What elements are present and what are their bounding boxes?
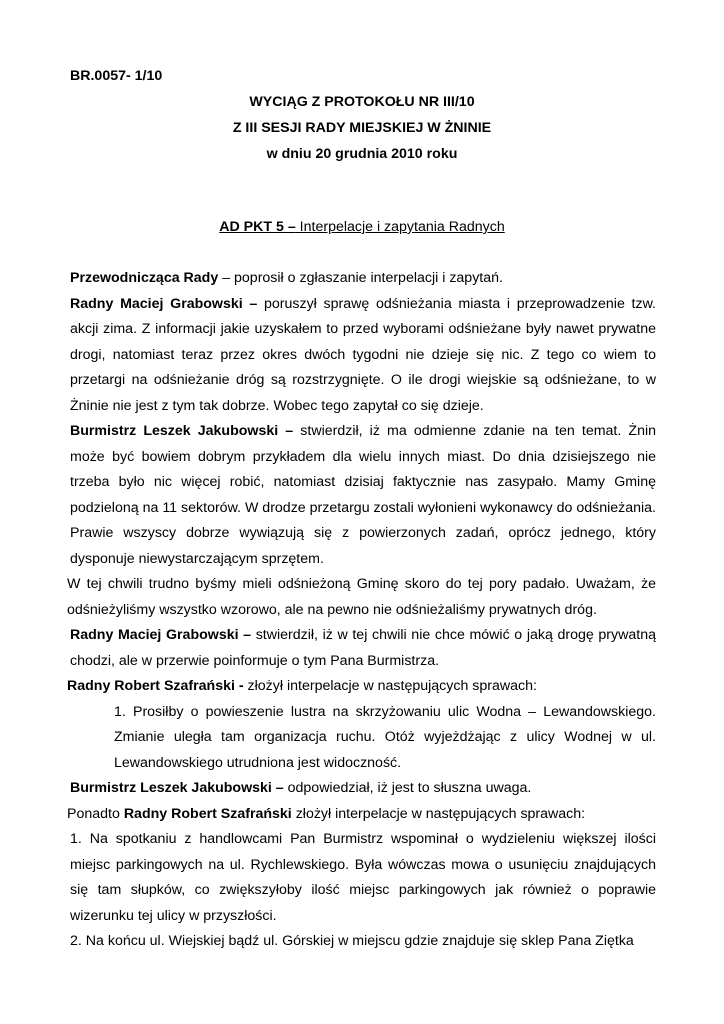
title-line-2: Z III SESJI RADY MIEJSKIEJ W ŻNINIE	[232, 120, 492, 136]
speaker-name: Radny Robert Szafrański -	[67, 678, 244, 694]
paragraph-text: złożył interpelacje w następujących sprawach:	[291, 805, 586, 822]
document-body	[67, 266, 657, 955]
speaker-name: Radny Maciej Grabowski –	[70, 295, 258, 312]
paragraph-text: poruszył sprawę odśnieżania miasta i przeprowadzenie tzw. akcji zima. Z informacji jakie uzyskałem to przed wyborami odśnieżane były nawet prywatne drogi, natomiast teraz przez okres dwóch tygodni nie dzieje się nic. Z tego co wiem to przetargi na odśnieżanie dróg są rozstrzygnięte. O ile drogi wiejskie są odśnieżane, to w Żninie nie jest z tym tak dobrze. Wobec tego zapytał co się dzieje.	[70, 295, 656, 414]
paragraph-lead: Ponadto	[67, 805, 124, 822]
paragraph-text: 1. Na spotkaniu z handlowcami Pan Burmistrz wspominał o wydzieleniu większej ilości miejsc parkingowych na ul. Rychlewskiego. Była wówczas mowa o usunięciu znajdujących się tam słupków, co zwiększyłoby ilość miejsc parkingowych jak również o poprawie wizerunku tej ulicy w przyszłości.	[70, 831, 656, 924]
paragraph-text: stwierdził, iż ma odmienne zdanie na ten temat. Żnin może być bowiem dobrym przykładem dla wielu innych miast. Do dnia dzisiejszego nie trzeba było nic więcej robić, natomiast dzisiaj faktycznie nas zasypało. Mamy Gminę podzieloną na 11 sektorów. W drodze przetargu zostali wyłonieni wykonawcy do odśnieżania. Prawie wszyscy dobrze wywiązują się z powierzonych zadań, oprócz jednego, który dysponuje niewystarczającym sprzętem.	[70, 423, 657, 567]
paragraph-text: stwierdził, iż w tej chwili nie chce mówić o jaką drogę prywatną chodzi, ale w przerwie poinformuje o tym Pana Burmistrza.	[70, 627, 656, 669]
speaker-name: Radny Maciej Grabowski –	[70, 627, 252, 643]
agenda-item-heading	[0, 219, 724, 235]
speaker-name: Radny Robert Szafrański	[123, 805, 292, 822]
agenda-text: Interpelacje i zapytania Radnych	[295, 219, 505, 235]
title-line-1: WYCIĄG Z PROTOKOŁU NR III/10	[249, 94, 475, 110]
list-item	[70, 700, 656, 777]
paragraph	[67, 572, 656, 623]
list-item	[70, 929, 656, 955]
speaker-name: Burmistrz Leszek Jakubowski –	[70, 423, 294, 439]
paragraph	[70, 776, 656, 802]
paragraph	[67, 802, 656, 828]
list-item	[70, 827, 656, 929]
paragraph-text: W tej chwili trudno byśmy mieli odśnieżoną Gminę skoro do tej pory padało. Uważam, że odśnieżyliśmy wszystko wzorowo, ale na pewno nie odśnieżaliśmy prywatnych dróg.	[67, 576, 656, 618]
document-reference: BR.0057- 1/10	[70, 68, 163, 84]
paragraph	[70, 419, 656, 572]
agenda-label: AD PKT 5 –	[219, 219, 296, 235]
paragraph-text: 1. Prosiłby o powieszenie lustra na skrzyżowaniu ulic Wodna – Lewandowskiego. Zmianie uległa tam organizacja ruchu. Otóż wyjeżdżając z ulicy Wodnej w ul. Lewandowskiego utrudniona jest widoczność.	[114, 703, 656, 771]
paragraph-text: odpowiedział, iż jest to słuszna uwaga.	[283, 780, 532, 796]
paragraph	[70, 623, 656, 674]
speaker-name: Burmistrz Leszek Jakubowski –	[70, 780, 284, 796]
paragraph	[70, 292, 656, 420]
title-line-3: w dniu 20 grudnia 2010 roku	[266, 146, 458, 162]
paragraph-text: złożył interpelacje w następujących sprawach:	[243, 678, 537, 694]
paragraph	[70, 266, 656, 292]
paragraph	[67, 674, 656, 700]
paragraph-text: – poprosił o zgłaszanie interpelacji i zapytań.	[218, 270, 503, 286]
speaker-name: Przewodnicząca Rady	[70, 270, 219, 286]
paragraph-text: 2. Na końcu ul. Wiejskiej bądź ul. Górskiej w miejscu gdzie znajduje się sklep Pana Ziętka	[70, 933, 634, 949]
